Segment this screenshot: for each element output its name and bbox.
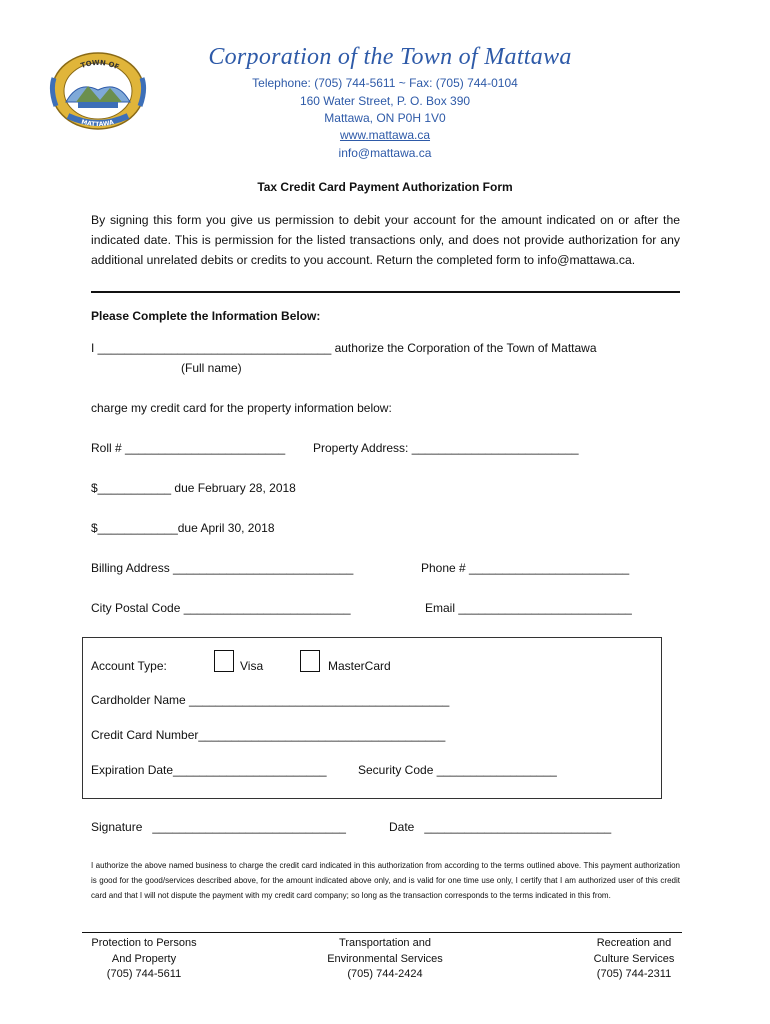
dept-line1: Protection to Persons (91, 937, 197, 949)
form-title: Tax Credit Card Payment Authorization Form (257, 180, 513, 194)
footer-dept-protection (78, 936, 210, 983)
billing-address-field[interactable]: Billing Address ___________________________ (91, 561, 354, 575)
seal-top-text: TOWN OF (79, 58, 121, 72)
address-line-2: Mattawa, ON P0H 1V0 (324, 111, 446, 125)
signature-field[interactable]: Signature _____________________________ (91, 820, 346, 834)
visa-label: Visa (240, 659, 264, 673)
authorize-name-field[interactable]: I ___________________________________ authorize the Corporation of the Town of Mattawa (91, 341, 597, 355)
dept-phone: (705) 744-2311 (596, 968, 672, 980)
footer-dept-recreation (574, 936, 694, 983)
seal-bottom-text: MATTAWA (80, 118, 115, 129)
visa-checkbox[interactable] (214, 650, 234, 672)
city-postal-code-field[interactable]: City Postal Code _________________________ (91, 601, 351, 615)
payment-february-field[interactable]: $___________ due February 28, 2018 (91, 481, 296, 495)
dept-line2: And Property (111, 952, 177, 965)
cardholder-name-field[interactable]: Cardholder Name _______________________________________ (91, 693, 450, 707)
email-line: info@mattawa.ca (338, 146, 432, 160)
property-address-field[interactable]: Property Address: _________________________ (313, 441, 579, 455)
section-heading: Please Complete the Information Below: (91, 309, 321, 323)
account-type-label: Account Type: (91, 659, 167, 673)
dept-line2: Culture Services (593, 952, 675, 965)
dept-phone: (705) 744-2424 (347, 968, 423, 980)
org-title: Corporation of the Town of Mattawa (208, 44, 572, 70)
dept-line2: Environmental Services (327, 952, 443, 965)
security-code-field[interactable]: Security Code __________________ (358, 763, 557, 777)
intro-paragraph: By signing this form you give us permission to debit your account for the amount indicated on or after the indicated date. This is permission for the listed transactions only, and does not provide authorization for any additional unrelated debits or credits to you account. Return the completed form to info@mattawa.ca. (91, 213, 680, 267)
mastercard-checkbox[interactable] (300, 650, 320, 672)
phone-fax-line: Telephone: (705) 744-5611 ~ Fax: (705) 744-0104 (252, 76, 518, 90)
email-field[interactable]: Email __________________________ (425, 601, 632, 615)
card-number-field[interactable]: Credit Card Number_____________________________________ (91, 728, 446, 742)
footer-dept-transportation (310, 936, 460, 983)
footer-divider (82, 932, 682, 933)
dept-phone: (705) 744-5611 (106, 968, 182, 980)
payment-april-field[interactable]: $____________due April 30, 2018 (91, 521, 275, 535)
dept-line1: Recreation and (596, 937, 672, 949)
mastercard-label: MasterCard (328, 659, 391, 673)
full-name-caption: (Full name) (181, 361, 242, 375)
authorization-disclaimer: I authorize the above named business to charge the credit card indicated in this authorization from according to the terms outlined above. This payment authorization is good for the good/services described above, for the amount indicated above only, and is valid for one time use only, I certify that I am authorized user of this credit card and that I will not dispute the payment with my credit card company; so long as the transaction corresponds to the terms indicated in this from. (91, 861, 680, 900)
date-field[interactable]: Date ____________________________ (389, 820, 612, 834)
website-link[interactable]: www.mattawa.ca (339, 128, 431, 142)
phone-field[interactable]: Phone # ________________________ (421, 561, 630, 575)
town-seal-logo (48, 50, 148, 132)
website-link-row (190, 128, 580, 142)
charge-statement: charge my credit card for the property information below: (91, 401, 392, 415)
dept-line1: Transportation and (339, 937, 431, 949)
expiration-date-field[interactable]: Expiration Date_______________________ (91, 763, 327, 777)
address-line-1: 160 Water Street, P. O. Box 390 (299, 94, 471, 108)
section-divider (91, 291, 680, 293)
roll-number-field[interactable]: Roll # ________________________ (91, 441, 286, 455)
